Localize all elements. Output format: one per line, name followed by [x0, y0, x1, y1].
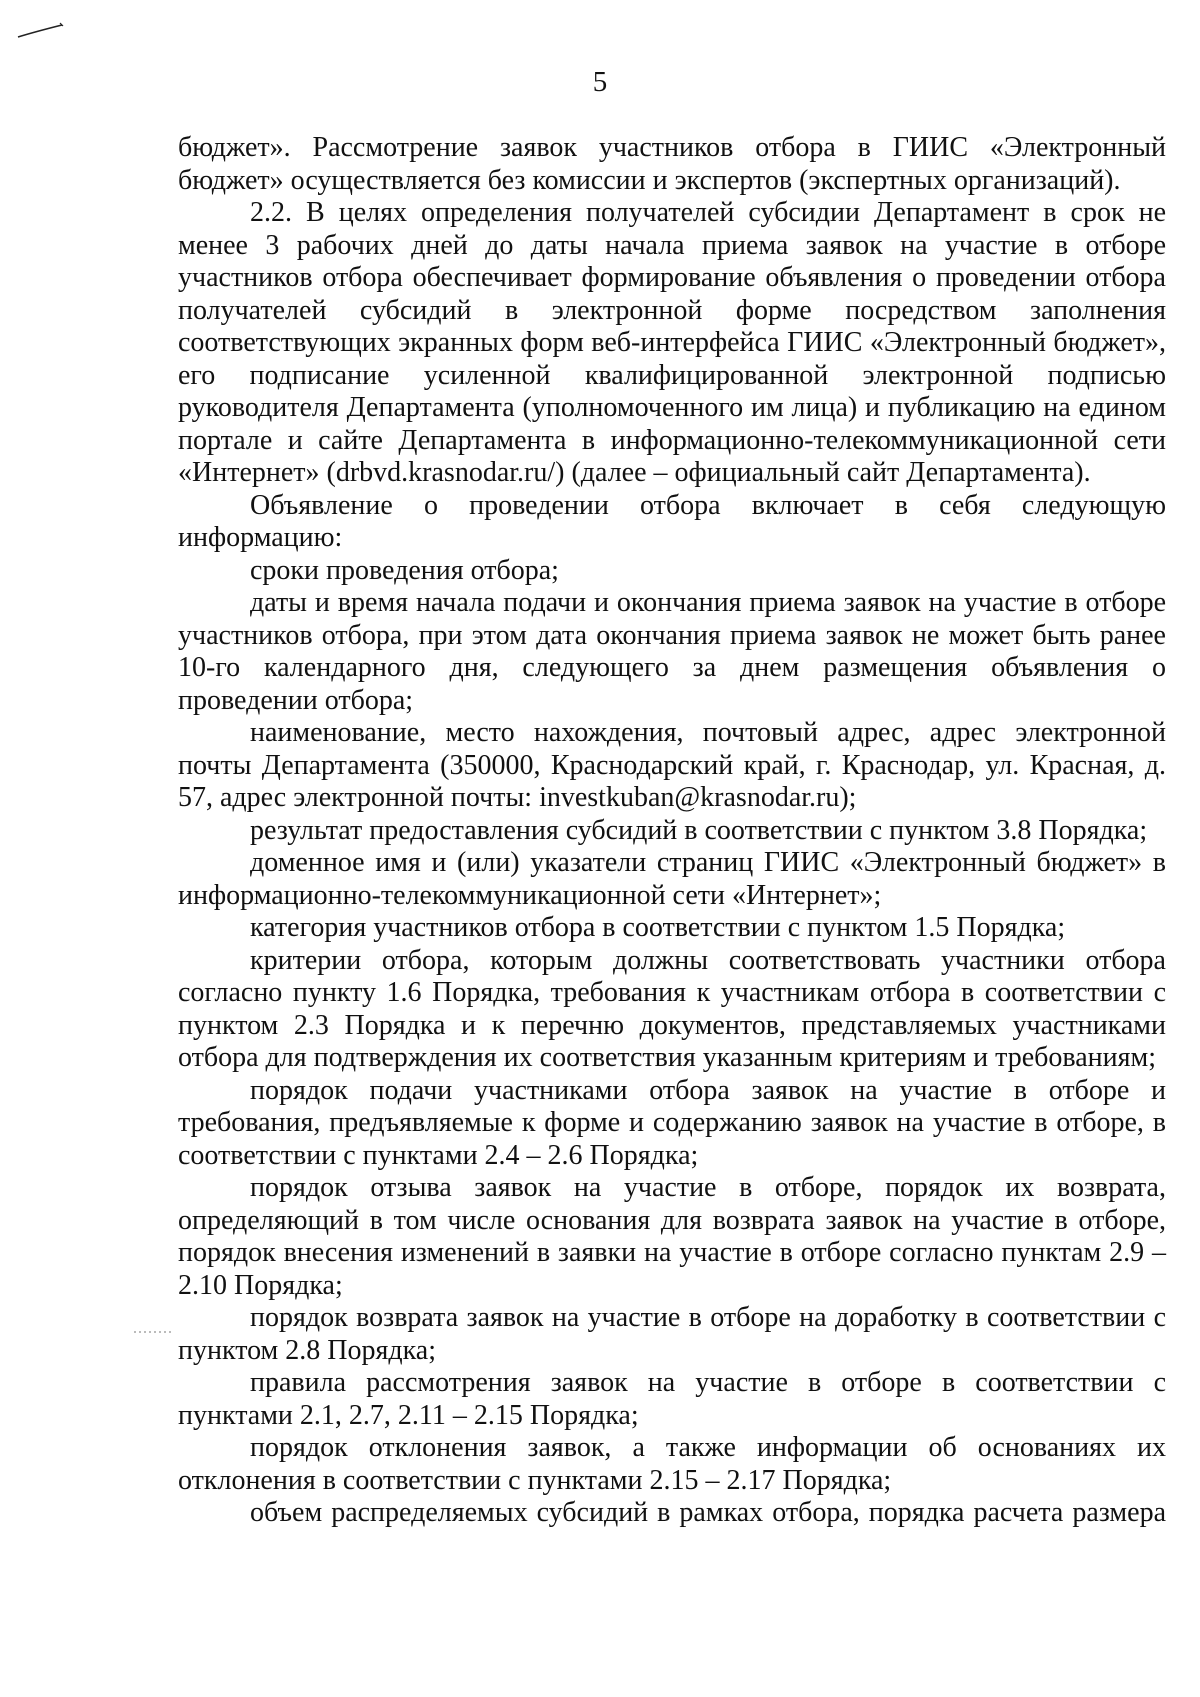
list-item: результат предоставления субсидий в соответствии с пунктом 3.8 Порядка; [250, 814, 1148, 846]
list-item: порядок подачи участниками отбора заявок на участие в отборе и требования, предъявляемые к форме и содержанию заявок на участие в отборе, в соответствии с пунктами 2.4 – 2.6 Порядка; [178, 1074, 1166, 1171]
paragraph: 2.2. В целях определения получателей субсидии Департамент в срок не менее 3 рабочих дней до даты начала приема заявок на участие в отборе участников отбора обеспечивает формирование объявления о проведении отбора получателей субсидий в электронной форме посредством заполнения соответствующих экранных форм веб-интерфейса ГИИС «Электронный бюджет», его подписание усиленной квалифицированной электронной подписью руководителя Департамента (уполномоченного им лица) и публикацию на едином портале и сайте Департамента в информационно-телекоммуникационной сети «Интернет» (drbvd.krasnodar.ru/) (далее – официальный сайт Департамента). [178, 197, 1166, 488]
paragraph: бюджет». Рассмотрение заявок участников отбора в ГИИС «Электронный бюджет» осуществляется без комиссии и экспертов (экспертных организаций). [178, 132, 1166, 196]
list-item: критерии отбора, которым должны соответствовать участники отбора согласно пункту 1.6 Порядка, требования к участникам отбора в соответствии с пунктом 2.3 Порядка и к перечню документов, представляемых участниками отбора для подтверждения их соответствия указанным критериям и требованиям; [178, 944, 1166, 1073]
list-item: правила рассмотрения заявок на участие в отборе в соответствии с пунктами 2.1, 2.7, 2.11 – 2.15 Порядка; [178, 1367, 1166, 1431]
list-item: объем распределяемых субсидий в рамках отбора, порядка расчета размера [250, 1497, 1166, 1528]
document-body [178, 132, 1166, 1530]
scan-dots-icon [134, 1330, 174, 1334]
list-item: порядок возврата заявок на участие в отборе на доработку в соответствии с пунктом 2.8 Порядка; [178, 1302, 1166, 1366]
paragraph: Объявление о проведении отбора включает в себя следующую информацию: [178, 489, 1166, 553]
list-item: категория участников отбора в соответствии с пунктом 1.5 Порядка; [250, 912, 1066, 943]
list-item: доменное имя и (или) указатели страниц ГИИС «Электронный бюджет» в информационно-телекоммуникационной сети «Интернет»; [178, 847, 1166, 911]
list-item: наименование, место нахождения, почтовый адрес, адрес электронной почты Департамента (350000, Краснодарский край, г. Краснодар, ул. Красная, д. 57, адрес электронной почты: investkuban@krasnodar.ru); [178, 717, 1166, 813]
list-item: порядок отзыва заявок на участие в отборе, порядок их возврата, определяющий в том числе основания для возврата заявок на участие в отборе, порядок внесения изменений в заявки на участие в отборе согласно пунктам 2.9 – 2.10 Порядка; [178, 1172, 1166, 1301]
list-item: сроки проведения отбора; [250, 554, 559, 586]
list-item: даты и время начала подачи и окончания приема заявок на участие в отборе участников отбора, при этом дата окончания приема заявок не может быть ранее 10-го календарного дня, следующего за днем размещения объявления о проведении отбора; [178, 587, 1166, 716]
list-item: порядок отклонения заявок, а также информации об основаниях их отклонения в соответствии с пунктами 2.15 – 2.17 Порядка; [178, 1432, 1166, 1496]
page-number: 5 [592, 66, 608, 98]
scan-mark-icon [16, 20, 66, 40]
